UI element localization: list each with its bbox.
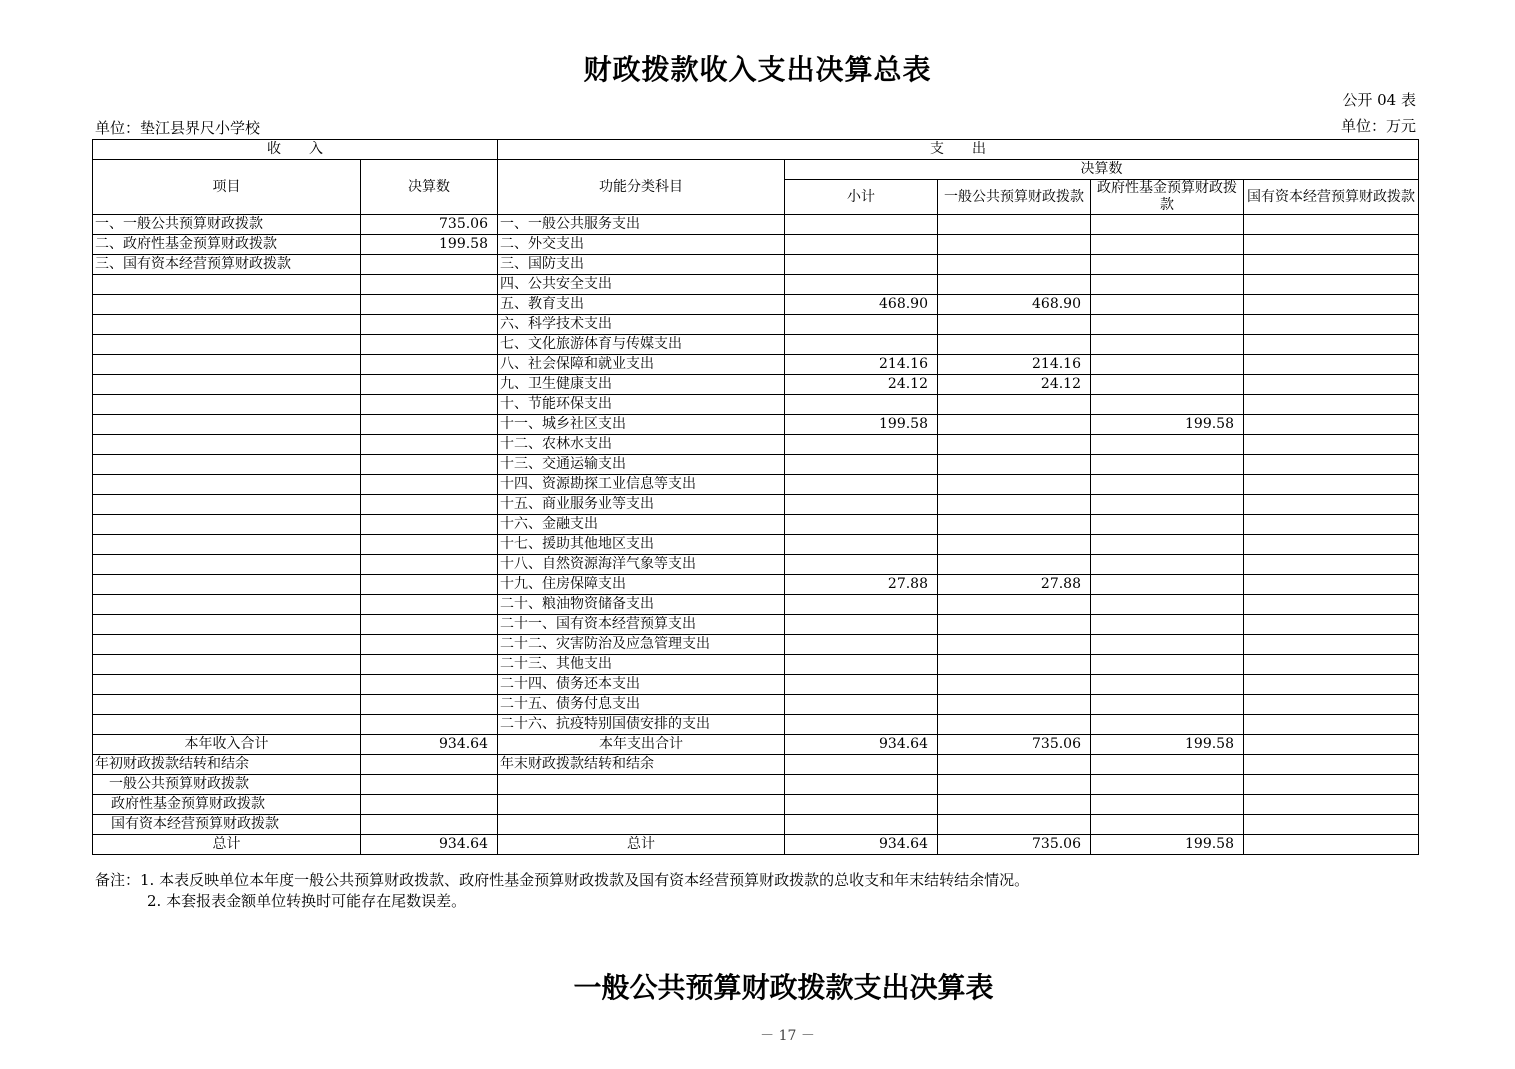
begin-balance-value [361,755,498,775]
balance-sub-fund: 政府性基金预算财政拨款 [93,795,361,815]
table-row [93,635,1419,655]
table-row [93,315,1419,335]
expense-subtotal [785,335,938,355]
income-amount [361,375,498,395]
expense-fund [1091,695,1244,715]
expense-fund [1091,275,1244,295]
balance-row [93,755,1419,775]
income-item [93,695,361,715]
expense-state [1244,395,1419,415]
balance-sub-general: 一般公共预算财政拨款 [93,775,361,795]
income-amount [361,615,498,635]
remarks [95,870,1029,912]
income-item [93,355,361,375]
expense-category: 十二、农林水支出 [498,435,785,455]
expense-category: 六、科学技术支出 [498,315,785,335]
expense-total-label: 本年支出合计 [498,735,785,755]
remark-line-1: 备注：1. 本表反映单位本年度一般公共预算财政拨款、政府性基金预算财政拨款及国有资本经营预算财政拨款的总收支和年末结转结余情况。 [95,871,1030,889]
expense-fund [1091,595,1244,615]
income-item [93,515,361,535]
expense-grand-subtotal: 934.64 [785,835,938,855]
table-row [93,575,1419,595]
table-row [93,715,1419,735]
income-item [93,315,361,335]
subtotal-header: 小计 [785,180,938,215]
expense-fund [1091,495,1244,515]
expense-fund: 199.58 [1091,415,1244,435]
expense-subtotal [785,215,938,235]
table-body [93,215,1419,735]
expense-category: 四、公共安全支出 [498,275,785,295]
expense-general [938,335,1091,355]
expense-general: 468.90 [938,295,1091,315]
expense-state [1244,595,1419,615]
income-amount [361,275,498,295]
expense-general: 27.88 [938,575,1091,595]
end-balance-subtotal [785,755,938,775]
expense-general [938,395,1091,415]
expense-state [1244,535,1419,555]
expense-state [1244,655,1419,675]
expense-fund [1091,535,1244,555]
expense-general [938,515,1091,535]
table-row [93,455,1419,475]
table-row [93,355,1419,375]
expense-subtotal [785,435,938,455]
income-amount [361,515,498,535]
income-item [93,455,361,475]
expense-state [1244,415,1419,435]
amount-header: 决算数 [361,160,498,215]
expense-category: 二十、粮油物资储备支出 [498,595,785,615]
balance-sub-row [93,775,1419,795]
end-balance-general [938,755,1091,775]
expense-category: 二十五、债务付息支出 [498,695,785,715]
expense-subtotal: 199.58 [785,415,938,435]
expense-subtotal: 468.90 [785,295,938,315]
expense-total-general: 735.06 [938,735,1091,755]
expense-general: 214.16 [938,355,1091,375]
income-amount [361,655,498,675]
expense-subtotal [785,595,938,615]
income-total-value: 934.64 [361,735,498,755]
income-amount [361,695,498,715]
page-title: 财政拨款收入支出决算总表 [583,53,932,86]
category-header: 功能分类科目 [498,160,785,215]
expense-general [938,235,1091,255]
expense-state [1244,635,1419,655]
end-balance-label: 年末财政拨款结转和结余 [498,755,785,775]
expense-general [938,215,1091,235]
expense-category: 十三、交通运输支出 [498,455,785,475]
end-balance-state [1244,755,1419,775]
expense-state [1244,275,1419,295]
page-number: － 17 － [760,1028,815,1044]
expense-state [1244,695,1419,715]
income-item [93,295,361,315]
table-row [93,435,1419,455]
expense-header: 支 出 [498,140,1419,160]
income-amount [361,635,498,655]
expense-category: 五、教育支出 [498,295,785,315]
income-amount [361,455,498,475]
income-amount [361,295,498,315]
expense-fund [1091,375,1244,395]
expense-state [1244,555,1419,575]
expense-category: 十七、援助其他地区支出 [498,535,785,555]
expense-general [938,555,1091,575]
expense-general [938,275,1091,295]
expense-general [938,615,1091,635]
unit-currency: 单位：万元 [1340,117,1416,135]
expense-category: 十六、金融支出 [498,515,785,535]
expense-subtotal [785,555,938,575]
expense-fund [1091,475,1244,495]
income-amount: 199.58 [361,235,498,255]
expense-category: 七、文化旅游体育与传媒支出 [498,335,785,355]
income-amount [361,415,498,435]
expense-category: 二十三、其他支出 [498,655,785,675]
expense-state [1244,315,1419,335]
income-amount [361,595,498,615]
table-row [93,235,1419,255]
balance-sub-row [93,795,1419,815]
income-amount [361,475,498,495]
table-row [93,415,1419,435]
income-amount [361,255,498,275]
expense-subtotal: 24.12 [785,375,938,395]
income-item [93,375,361,395]
table-row [93,395,1419,415]
expense-state [1244,575,1419,595]
expense-category: 十九、住房保障支出 [498,575,785,595]
state-capital-header: 国有资本经营预算财政拨款 [1244,180,1419,215]
table-row [93,255,1419,275]
income-item [93,595,361,615]
expense-state [1244,335,1419,355]
expense-fund [1091,295,1244,315]
expense-state [1244,355,1419,375]
expense-state [1244,255,1419,275]
table-row [93,475,1419,495]
table-row [93,555,1419,575]
income-item [93,275,361,295]
expense-general [938,595,1091,615]
form-code: 公开 04 表 [1342,91,1416,109]
expense-fund [1091,635,1244,655]
table-row [93,535,1419,555]
income-item [93,495,361,515]
income-header: 收 入 [93,140,498,160]
expense-fund [1091,235,1244,255]
item-header: 项目 [93,160,361,215]
income-item [93,535,361,555]
expense-state [1244,375,1419,395]
expense-category: 八、社会保障和就业支出 [498,355,785,375]
income-amount [361,335,498,355]
year-total-row [93,735,1419,755]
income-item [93,675,361,695]
expense-category: 三、国防支出 [498,255,785,275]
expense-subtotal: 214.16 [785,355,938,375]
expense-state [1244,675,1419,695]
expense-general [938,635,1091,655]
income-item [93,655,361,675]
expense-general [938,315,1091,335]
table-footer [93,735,1419,855]
expense-fund [1091,215,1244,235]
income-item [93,335,361,355]
remark-line-2: 2. 本套报表金额单位转换时可能存在尾数误差。 [147,892,467,910]
balance-sub-state: 国有资本经营预算财政拨款 [93,815,361,835]
table-row [93,375,1419,395]
expense-fund [1091,515,1244,535]
expense-general [938,535,1091,555]
expense-state [1244,615,1419,635]
income-amount [361,675,498,695]
expense-subtotal [785,495,938,515]
expense-state [1244,495,1419,515]
table-row [93,695,1419,715]
expense-category: 十、节能环保支出 [498,395,785,415]
expense-subtotal [785,235,938,255]
expense-subtotal [785,715,938,735]
expense-category: 十一、城乡社区支出 [498,415,785,435]
table-row [93,595,1419,615]
expense-total-state [1244,735,1419,755]
expense-category: 十四、资源勘探工业信息等支出 [498,475,785,495]
expense-state [1244,455,1419,475]
budget-table [92,139,1419,855]
income-item [93,715,361,735]
header-row-2 [93,160,1419,180]
expense-fund [1091,315,1244,335]
income-item [93,575,361,595]
income-amount: 735.06 [361,215,498,235]
income-item [93,475,361,495]
header-row-1 [93,140,1419,160]
expense-subtotal [785,675,938,695]
expense-general [938,675,1091,695]
expense-state [1244,515,1419,535]
expense-general [938,715,1091,735]
expense-general [938,495,1091,515]
expense-fund [1091,435,1244,455]
expense-category: 十五、商业服务业等支出 [498,495,785,515]
expense-subtotal [785,395,938,415]
expense-general [938,695,1091,715]
table-row [93,495,1419,515]
expense-category: 九、卫生健康支出 [498,375,785,395]
expense-total-subtotal: 934.64 [785,735,938,755]
expense-general [938,255,1091,275]
grand-total-row [93,835,1419,855]
expense-fund [1091,395,1244,415]
expense-general [938,655,1091,675]
expense-general [938,415,1091,435]
expense-category: 二、外交支出 [498,235,785,255]
expense-grand-fund: 199.58 [1091,835,1244,855]
expense-subtotal [785,535,938,555]
expense-general [938,435,1091,455]
expense-subtotal [785,315,938,335]
expense-state [1244,715,1419,735]
balance-sub-row [93,815,1419,835]
income-item [93,615,361,635]
income-grand-value: 934.64 [361,835,498,855]
table-row [93,215,1419,235]
income-item [93,435,361,455]
expense-state [1244,215,1419,235]
expense-subtotal [785,635,938,655]
income-amount [361,315,498,335]
table-row [93,675,1419,695]
expense-grand-label: 总计 [498,835,785,855]
table-row [93,275,1419,295]
end-balance-fund [1091,755,1244,775]
expense-total-fund: 199.58 [1091,735,1244,755]
expense-subtotal [785,475,938,495]
expense-state [1244,475,1419,495]
table-row [93,615,1419,635]
income-amount [361,495,498,515]
expense-category: 二十一、国有资本经营预算支出 [498,615,785,635]
expense-category: 一、一般公共服务支出 [498,215,785,235]
expense-state [1244,235,1419,255]
table-row [93,655,1419,675]
expense-general [938,475,1091,495]
expense-fund [1091,575,1244,595]
expense-subtotal [785,455,938,475]
income-item [93,415,361,435]
expense-category: 二十二、灾害防治及应急管理支出 [498,635,785,655]
expense-fund [1091,455,1244,475]
income-total-label: 本年收入合计 [93,735,361,755]
expense-general: 24.12 [938,375,1091,395]
expense-subtotal [785,615,938,635]
unit-organization: 单位：垫江县界尺小学校 [95,119,261,137]
expense-state [1244,435,1419,455]
expense-subtotal [785,515,938,535]
expense-fund [1091,655,1244,675]
expense-fund [1091,355,1244,375]
fund-budget-header: 政府性基金预算财政拨款 [1091,180,1244,215]
table-row [93,295,1419,315]
expense-fund [1091,255,1244,275]
expense-fund [1091,675,1244,695]
expense-fund [1091,335,1244,355]
income-item: 三、国有资本经营预算财政拨款 [93,255,361,275]
expense-general [938,455,1091,475]
income-amount [361,435,498,455]
income-amount [361,395,498,415]
table-row [93,515,1419,535]
table-row [93,335,1419,355]
income-amount [361,355,498,375]
income-amount [361,555,498,575]
expense-category: 二十六、抗疫特别国债安排的支出 [498,715,785,735]
income-item [93,635,361,655]
expense-subtotal: 27.88 [785,575,938,595]
expense-subtotal [785,275,938,295]
next-table-title: 一般公共预算财政拨款支出决算表 [573,971,994,1004]
income-item [93,555,361,575]
expense-grand-state [1244,835,1419,855]
expense-grand-general: 735.06 [938,835,1091,855]
begin-balance-label: 年初财政拨款结转和结余 [93,755,361,775]
expense-subtotal [785,255,938,275]
expense-fund [1091,555,1244,575]
income-grand-label: 总计 [93,835,361,855]
expense-category: 二十四、债务还本支出 [498,675,785,695]
general-budget-header: 一般公共预算财政拨款 [938,180,1091,215]
income-amount [361,535,498,555]
income-item: 二、政府性基金预算财政拨款 [93,235,361,255]
expense-subtotal [785,655,938,675]
expense-subtotal [785,695,938,715]
income-item [93,395,361,415]
income-amount [361,575,498,595]
settle-header: 决算数 [785,160,1419,180]
expense-state [1244,295,1419,315]
expense-fund [1091,715,1244,735]
income-amount [361,715,498,735]
expense-fund [1091,615,1244,635]
expense-category: 十八、自然资源海洋气象等支出 [498,555,785,575]
income-item: 一、一般公共预算财政拨款 [93,215,361,235]
